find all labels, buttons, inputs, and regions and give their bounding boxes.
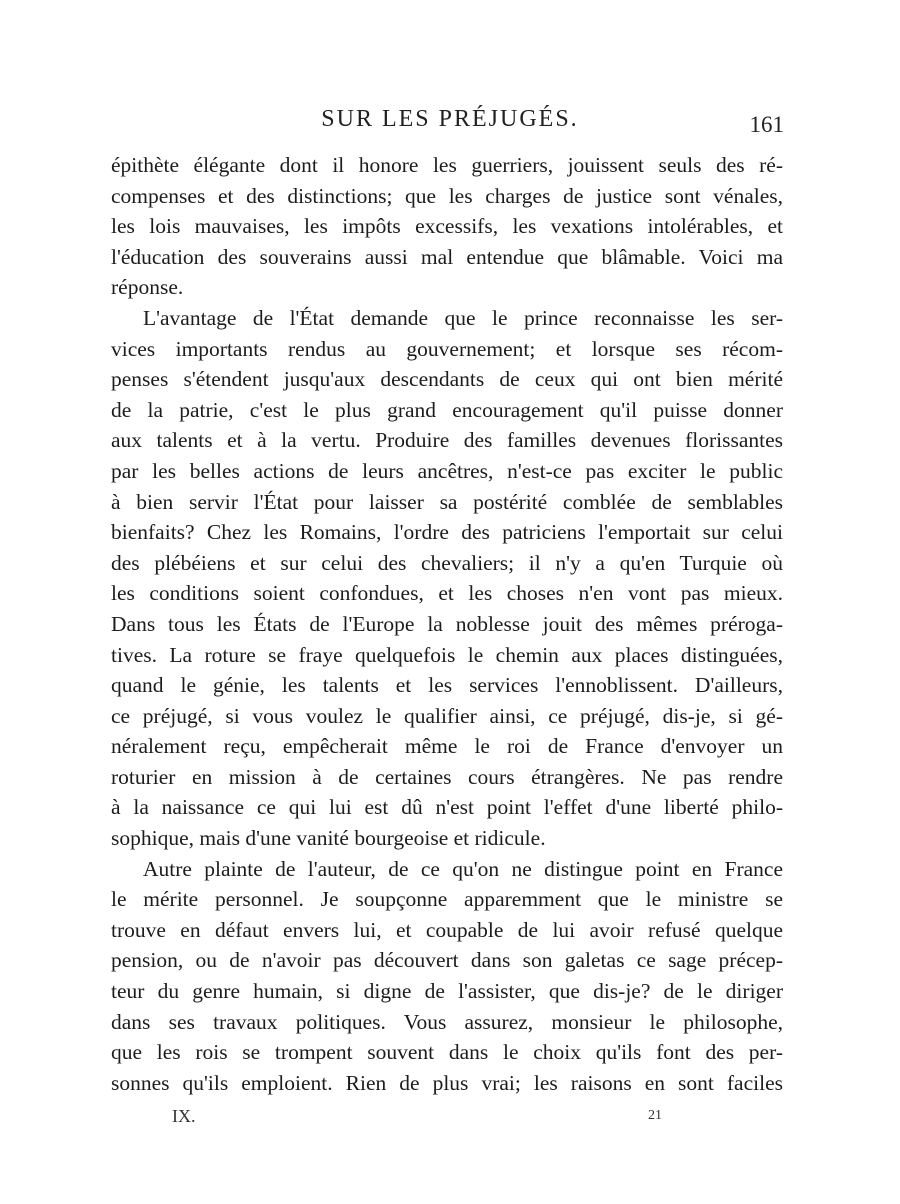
text-line: tives. La roture se fraye quelquefois le chemin aux places distinguées,: [111, 642, 783, 667]
text-line: aux talents et à la vertu. Produire des familles devenues florissantes: [111, 428, 783, 453]
text-line: le mérite personnel. Je soupçonne apparemment que le ministre se: [111, 887, 783, 912]
text-line: par les belles actions de leurs ancêtres, n'est-ce pas exciter le public: [111, 458, 783, 483]
text-line: les lois mauvaises, les impôts excessifs, les vexations intolérables, et: [111, 214, 783, 239]
text-line: penses s'étendent jusqu'aux descendants de ceux qui ont bien mérité: [111, 367, 783, 392]
text-line: pension, ou de n'avoir pas découvert dans son galetas ce sage précep-: [111, 948, 783, 973]
sheet-number: 21: [648, 1108, 662, 1123]
text-line: à bien servir l'État pour laisser sa postérité comblée de semblables: [111, 489, 783, 514]
signature-mark: IX.: [172, 1106, 196, 1126]
text-line: roturier en mission à de certaines cours étrangères. Ne pas rendre: [111, 764, 783, 789]
text-line: compenses et des distinctions; que les charges de justice sont vénales,: [111, 183, 783, 208]
running-title: SUR LES PRÉJUGÉS.: [321, 106, 579, 132]
running-head: [0, 104, 900, 140]
text-line: néralement reçu, empêcherait même le roi de France d'envoyer un: [111, 734, 783, 759]
text-line: les conditions soient confondues, et les choses n'en vont pas mieux.: [111, 581, 783, 606]
text-line: dans ses travaux politiques. Vous assurez, monsieur le philosophe,: [111, 1009, 783, 1034]
text-line: des plébéiens et sur celui des chevaliers; il n'y a qu'en Turquie où: [111, 550, 783, 575]
text-line: épithète élégante dont il honore les guerriers, jouissent seuls des ré-: [111, 153, 783, 177]
text-line: l'éducation des souverains aussi mal entendue que blâmable. Voici ma: [111, 244, 783, 269]
text-line: que les rois se trompent souvent dans le choix qu'ils font des per-: [111, 1040, 783, 1065]
text-line: sophique, mais d'une vanité bourgeoise et ridicule.: [111, 826, 546, 851]
text-line: bienfaits? Chez les Romains, l'ordre des patriciens l'emportait sur celui: [111, 520, 783, 545]
text-line: Dans tous les États de l'Europe la noblesse jouit des mêmes préroga-: [111, 611, 783, 636]
text-line: teur du genre humain, si digne de l'assister, que dis-je? de le diriger: [111, 979, 783, 1004]
text-line: à la naissance ce qui lui est dû n'est point l'effet d'une liberté philo-: [111, 795, 783, 820]
text-line: quand le génie, les talents et les services l'ennoblissent. D'ailleurs,: [111, 673, 783, 698]
text-line: ce préjugé, si vous voulez le qualifier ainsi, ce préjugé, dis-je, si gé-: [111, 703, 783, 728]
text-line: trouve en défaut envers lui, et coupable de lui avoir refusé quelque: [111, 917, 783, 942]
text-line: Autre plainte de l'auteur, de ce qu'on ne distingue point en France: [143, 856, 783, 881]
page-footer: [0, 1102, 900, 1132]
text-line: sonnes qu'ils emploient. Rien de plus vrai; les raisons en sont faciles: [111, 1070, 783, 1095]
page-number: 161: [749, 112, 784, 137]
body-text: [111, 150, 783, 1098]
text-line: L'avantage de l'État demande que le prince reconnaisse les ser-: [143, 305, 783, 330]
text-line: de la patrie, c'est le plus grand encouragement qu'il puisse donner: [111, 397, 783, 422]
text-line: réponse.: [111, 275, 184, 300]
text-line: vices importants rendus au gouvernement; et lorsque ses récom-: [111, 336, 783, 361]
